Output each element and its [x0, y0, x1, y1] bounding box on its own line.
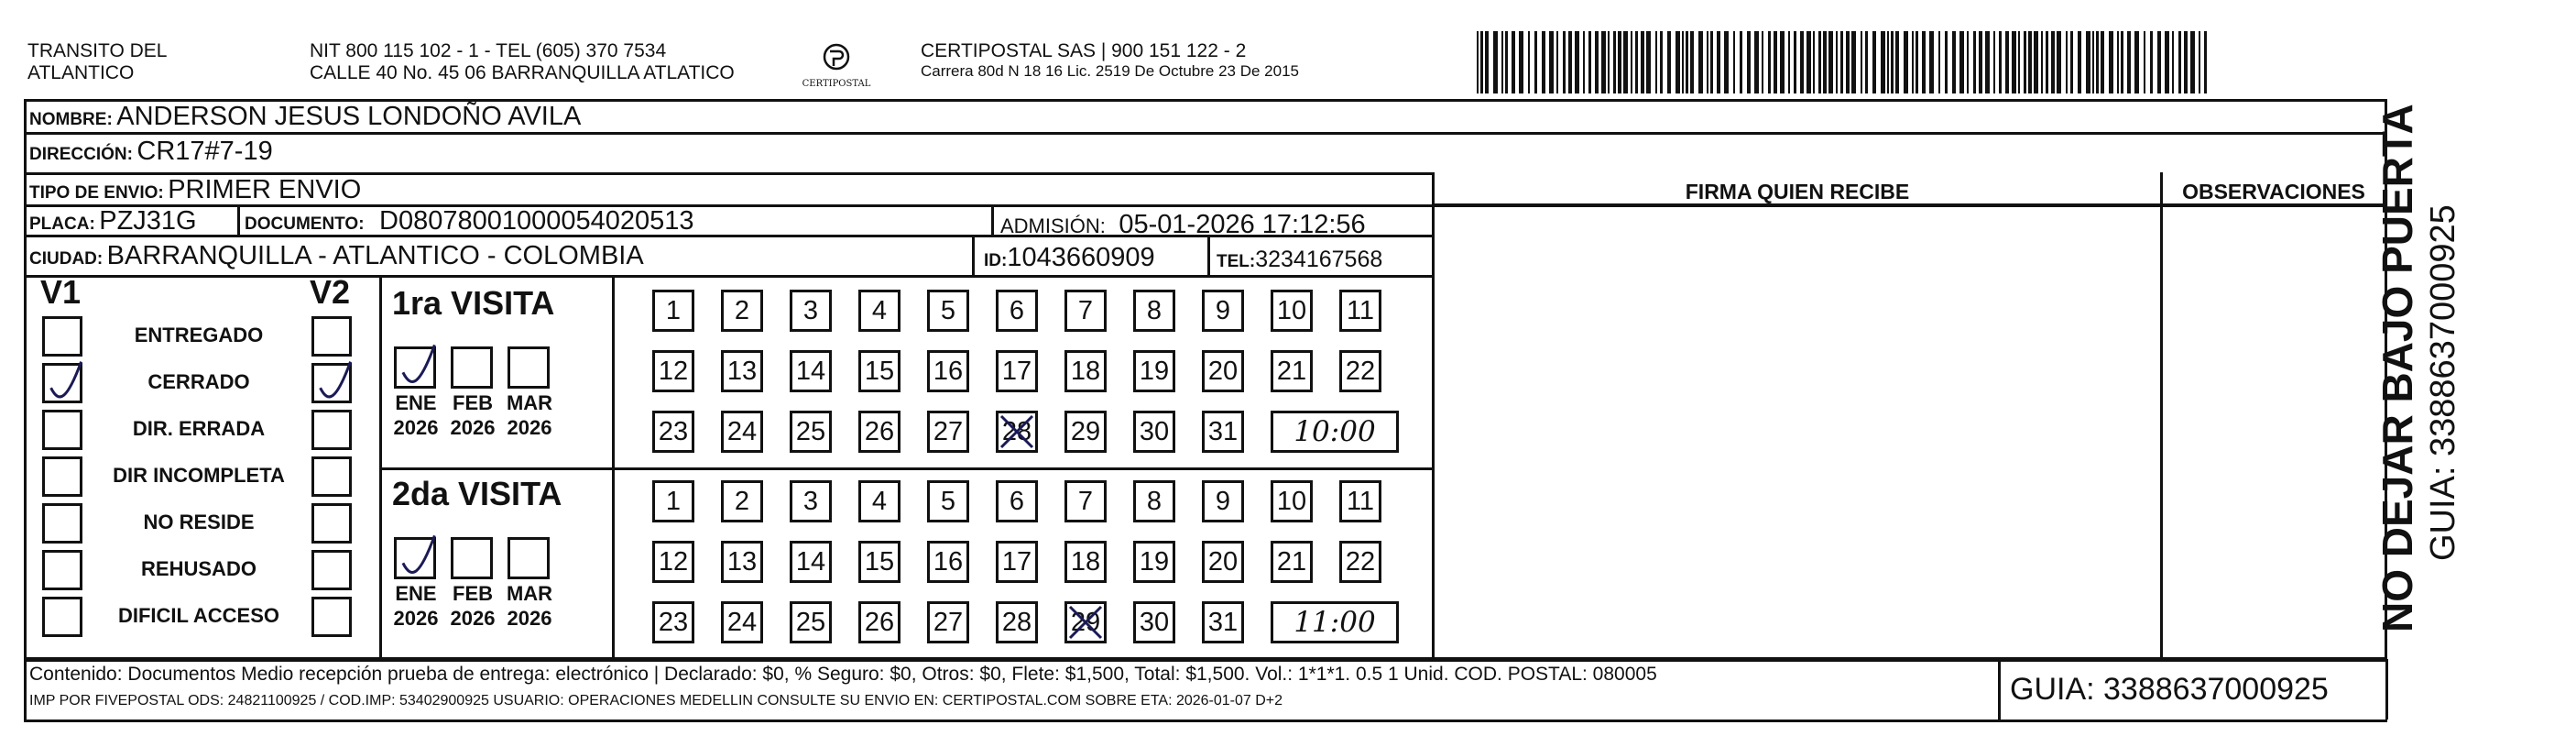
day-box[interactable]: 16	[927, 541, 969, 583]
observations-field[interactable]	[2163, 207, 2385, 656]
observations-header: OBSERVACIONES	[2182, 180, 2365, 203]
reason-label: NO RESIDE	[143, 511, 255, 533]
month-checkbox[interactable]	[394, 346, 436, 389]
day-box[interactable]: 21	[1271, 541, 1313, 583]
day-box[interactable]: 9	[1202, 480, 1244, 522]
v2-checkbox[interactable]	[311, 363, 352, 403]
sender-line-2: ATLANTICO	[27, 62, 135, 83]
reason-label: DIR. ERRADA	[132, 417, 266, 440]
imp-line: IMP POR FIVEPOSTAL ODS: 24821100925 / COD.IMP: 53402900925 USUARIO: OPERACIONES MEDELLIN CONSULTE SU ENVIO EN: CERTIPOSTAL.COM SOBRE ETA: 2026-01-07 D+2	[29, 693, 1283, 709]
day-box[interactable]: 28	[996, 411, 1038, 453]
logo-text: CERTIPOSTAL	[802, 79, 871, 89]
day-box[interactable]: 15	[858, 541, 901, 583]
city-cell	[29, 242, 644, 274]
plate-cell	[29, 207, 197, 239]
month-checkbox[interactable]	[451, 537, 493, 579]
v2-checkbox[interactable]	[311, 550, 352, 590]
day-box[interactable]: 29	[1064, 411, 1107, 453]
certipostal-logo	[800, 40, 873, 92]
day-box[interactable]: 25	[790, 601, 832, 643]
reason-label: ENTREGADO	[134, 324, 264, 346]
v2-checkbox[interactable]	[311, 456, 352, 497]
tel-value: 3234167568	[1255, 247, 1383, 272]
visit2-title: 2da VISITA	[392, 475, 562, 512]
id-value: 1043660909	[1007, 243, 1155, 272]
month-label	[388, 581, 443, 631]
v1-checkbox[interactable]	[42, 597, 82, 637]
v1-checkbox[interactable]	[42, 410, 82, 450]
day-box[interactable]: 22	[1339, 350, 1381, 392]
reason-label: DIR INCOMPLETA	[113, 464, 285, 487]
day-box[interactable]: 6	[996, 480, 1038, 522]
signature-field[interactable]	[1435, 207, 2158, 656]
day-box[interactable]: 17	[996, 350, 1038, 392]
v1-checkbox[interactable]	[42, 316, 82, 357]
day-box[interactable]: 8	[1133, 290, 1175, 332]
day-box[interactable]: 19	[1133, 541, 1175, 583]
day-box[interactable]: 27	[927, 411, 969, 453]
v1-header: V1	[40, 273, 82, 311]
day-box[interactable]: 10	[1271, 290, 1313, 332]
signature-header: FIRMA QUIEN RECIBE	[1685, 180, 1910, 203]
sender-line-1: TRANSITO DEL	[27, 40, 168, 61]
day-box[interactable]: 3	[790, 290, 832, 332]
v1-checkbox[interactable]	[42, 363, 82, 403]
day-box[interactable]: 7	[1064, 480, 1107, 522]
month-year: 2026	[507, 607, 552, 630]
month-year: 2026	[507, 416, 552, 439]
ship-type-value: PRIMER ENVIO	[168, 175, 362, 204]
day-box[interactable]: 22	[1339, 541, 1381, 583]
day-box[interactable]: 23	[652, 601, 694, 643]
city-value: BARRANQUILLA - ATLANTICO - COLOMBIA	[106, 241, 644, 270]
day-box[interactable]: 10	[1271, 480, 1313, 522]
month-checkbox[interactable]	[508, 537, 550, 579]
day-box[interactable]: 8	[1133, 480, 1175, 522]
id-cell	[984, 244, 1155, 276]
day-box[interactable]: 18	[1064, 541, 1107, 583]
visit1-title: 1ra VISITA	[392, 284, 555, 322]
barcode	[1477, 31, 2210, 93]
month-checkbox[interactable]	[508, 346, 550, 389]
day-box[interactable]: 30	[1133, 601, 1175, 643]
v2-checkbox[interactable]	[311, 597, 352, 637]
day-box[interactable]: 23	[652, 411, 694, 453]
day-box[interactable]: 15	[858, 350, 901, 392]
document-value: D08078001000054020513	[379, 206, 694, 236]
day-box[interactable]: 19	[1133, 350, 1175, 392]
visit-time[interactable]: 10:00	[1271, 411, 1399, 453]
month-label	[445, 581, 500, 631]
sender-info	[310, 40, 735, 84]
id-label: ID:	[984, 251, 1008, 270]
logo-icon	[800, 40, 873, 92]
month-checkbox[interactable]	[394, 537, 436, 579]
day-box[interactable]: 11	[1339, 290, 1381, 332]
name-label: NOMBRE:	[29, 110, 113, 129]
admission-label: ADMISIÓN:	[1000, 214, 1106, 237]
v1-checkbox[interactable]	[42, 503, 82, 544]
admission-value: 05-01-2026 17:12:56	[1119, 210, 1366, 239]
day-box[interactable]: 6	[996, 290, 1038, 332]
courier-line-1: CERTIPOSTAL SAS | 900 151 122 - 2	[921, 40, 1247, 61]
day-box[interactable]: 31	[1202, 411, 1244, 453]
day-box[interactable]: 18	[1064, 350, 1107, 392]
reason-label: REHUSADO	[141, 557, 257, 580]
month-label	[388, 390, 443, 440]
day-box[interactable]: 26	[858, 411, 901, 453]
v2-header: V2	[310, 273, 351, 311]
day-box[interactable]: 5	[927, 290, 969, 332]
reason-label: DIFICIL ACCESO	[117, 604, 279, 627]
plate-label: PLACA:	[29, 214, 95, 234]
day-box[interactable]: 26	[858, 601, 901, 643]
sender-name	[27, 40, 167, 84]
day-box[interactable]: 4	[858, 290, 901, 332]
reason-label: CERRADO	[147, 370, 250, 393]
month-label	[502, 581, 557, 631]
month-year: 2026	[450, 607, 496, 630]
day-box[interactable]: 5	[927, 480, 969, 522]
month-year: 2026	[393, 607, 439, 630]
check-mark-icon	[45, 366, 85, 406]
v2-checkbox[interactable]	[311, 503, 352, 544]
day-box[interactable]: 1	[652, 290, 694, 332]
day-box[interactable]: 30	[1133, 411, 1175, 453]
month-name: FEB	[453, 391, 493, 414]
day-box[interactable]: 14	[790, 350, 832, 392]
month-label	[445, 390, 500, 440]
day-box[interactable]: 17	[996, 541, 1038, 583]
month-checkbox[interactable]	[451, 346, 493, 389]
day-box[interactable]: 24	[721, 411, 763, 453]
day-box[interactable]: 21	[1271, 350, 1313, 392]
side-warning: NO DEJAR BAJO PUERTA	[2374, 104, 2421, 632]
day-box[interactable]: 12	[652, 350, 694, 392]
month-name: ENE	[395, 391, 437, 414]
day-box[interactable]: 12	[652, 541, 694, 583]
day-box[interactable]: 1	[652, 480, 694, 522]
city-label: CIUDAD:	[29, 249, 104, 269]
tel-cell	[1217, 246, 1382, 277]
v2-checkbox[interactable]	[311, 316, 352, 357]
check-mark-icon	[397, 349, 439, 391]
nit-line: NIT 800 115 102 - 1 - TEL (605) 370 7534	[310, 40, 667, 61]
day-box[interactable]: 20	[1202, 350, 1244, 392]
address-label: DIRECCIÓN:	[29, 145, 133, 164]
address-value: CR17#7-19	[136, 137, 273, 166]
month-name: MAR	[506, 391, 553, 414]
month-name: FEB	[453, 582, 493, 605]
ship-type-label: TIPO DE ENVIO:	[29, 183, 164, 203]
month-year: 2026	[393, 416, 439, 439]
check-mark-icon	[314, 366, 355, 406]
month-label	[502, 390, 557, 440]
day-box[interactable]: 28	[996, 601, 1038, 643]
v1-checkbox[interactable]	[42, 456, 82, 497]
day-box[interactable]: 7	[1064, 290, 1107, 332]
ship-type-row	[29, 176, 361, 208]
day-box[interactable]: 3	[790, 480, 832, 522]
document-cell	[245, 207, 694, 239]
address-line: CALLE 40 No. 45 06 BARRANQUILLA ATLATICO	[310, 62, 735, 83]
day-box[interactable]: 9	[1202, 290, 1244, 332]
day-box[interactable]: 20	[1202, 541, 1244, 583]
v1-checkbox[interactable]	[42, 550, 82, 590]
name-row	[29, 103, 581, 135]
v2-checkbox[interactable]	[311, 410, 352, 450]
day-box[interactable]: 2	[721, 480, 763, 522]
courier-line-2: Carrera 80d N 18 16 Lic. 2519 De Octubre 23 De 2015	[921, 62, 1299, 80]
plate-value: PZJ31G	[99, 206, 197, 236]
month-name: MAR	[506, 582, 553, 605]
cross-mark-icon	[1064, 601, 1107, 643]
visit-time[interactable]: 11:00	[1271, 601, 1399, 643]
content-line: Contenido: Documentos Medio recepción prueba de entrega: electrónico | Declarado: $0, % Seguro: $0, Otros: $0, Flete: $1,500, Total: $1,500. Vol.: 1*1*1. 0.5 1 Unid. COD. POSTAL: 080005	[29, 664, 1657, 685]
day-box[interactable]: 31	[1202, 601, 1244, 643]
guia-box: GUIA: 3388637000925	[2010, 672, 2329, 707]
day-box[interactable]: 14	[790, 541, 832, 583]
document-label: DOCUMENTO:	[245, 214, 365, 234]
admission-cell	[1000, 211, 1366, 243]
address-row	[29, 137, 273, 170]
day-box[interactable]: 13	[721, 541, 763, 583]
day-box[interactable]: 13	[721, 350, 763, 392]
day-box[interactable]: 25	[790, 411, 832, 453]
day-box[interactable]: 4	[858, 480, 901, 522]
day-box[interactable]: 29	[1064, 601, 1107, 643]
day-box[interactable]: 24	[721, 601, 763, 643]
courier-info	[921, 40, 1299, 81]
tel-label: TEL:	[1217, 252, 1256, 271]
month-name: ENE	[395, 582, 437, 605]
name-value: ANDERSON JESUS LONDOÑO AVILA	[116, 102, 582, 131]
cross-mark-icon	[996, 411, 1038, 453]
check-mark-icon	[397, 540, 439, 582]
side-guia: GUIA: 3388637000925	[2424, 204, 2462, 561]
month-year: 2026	[450, 416, 496, 439]
day-box[interactable]: 11	[1339, 480, 1381, 522]
day-box[interactable]: 16	[927, 350, 969, 392]
day-box[interactable]: 27	[927, 601, 969, 643]
day-box[interactable]: 2	[721, 290, 763, 332]
